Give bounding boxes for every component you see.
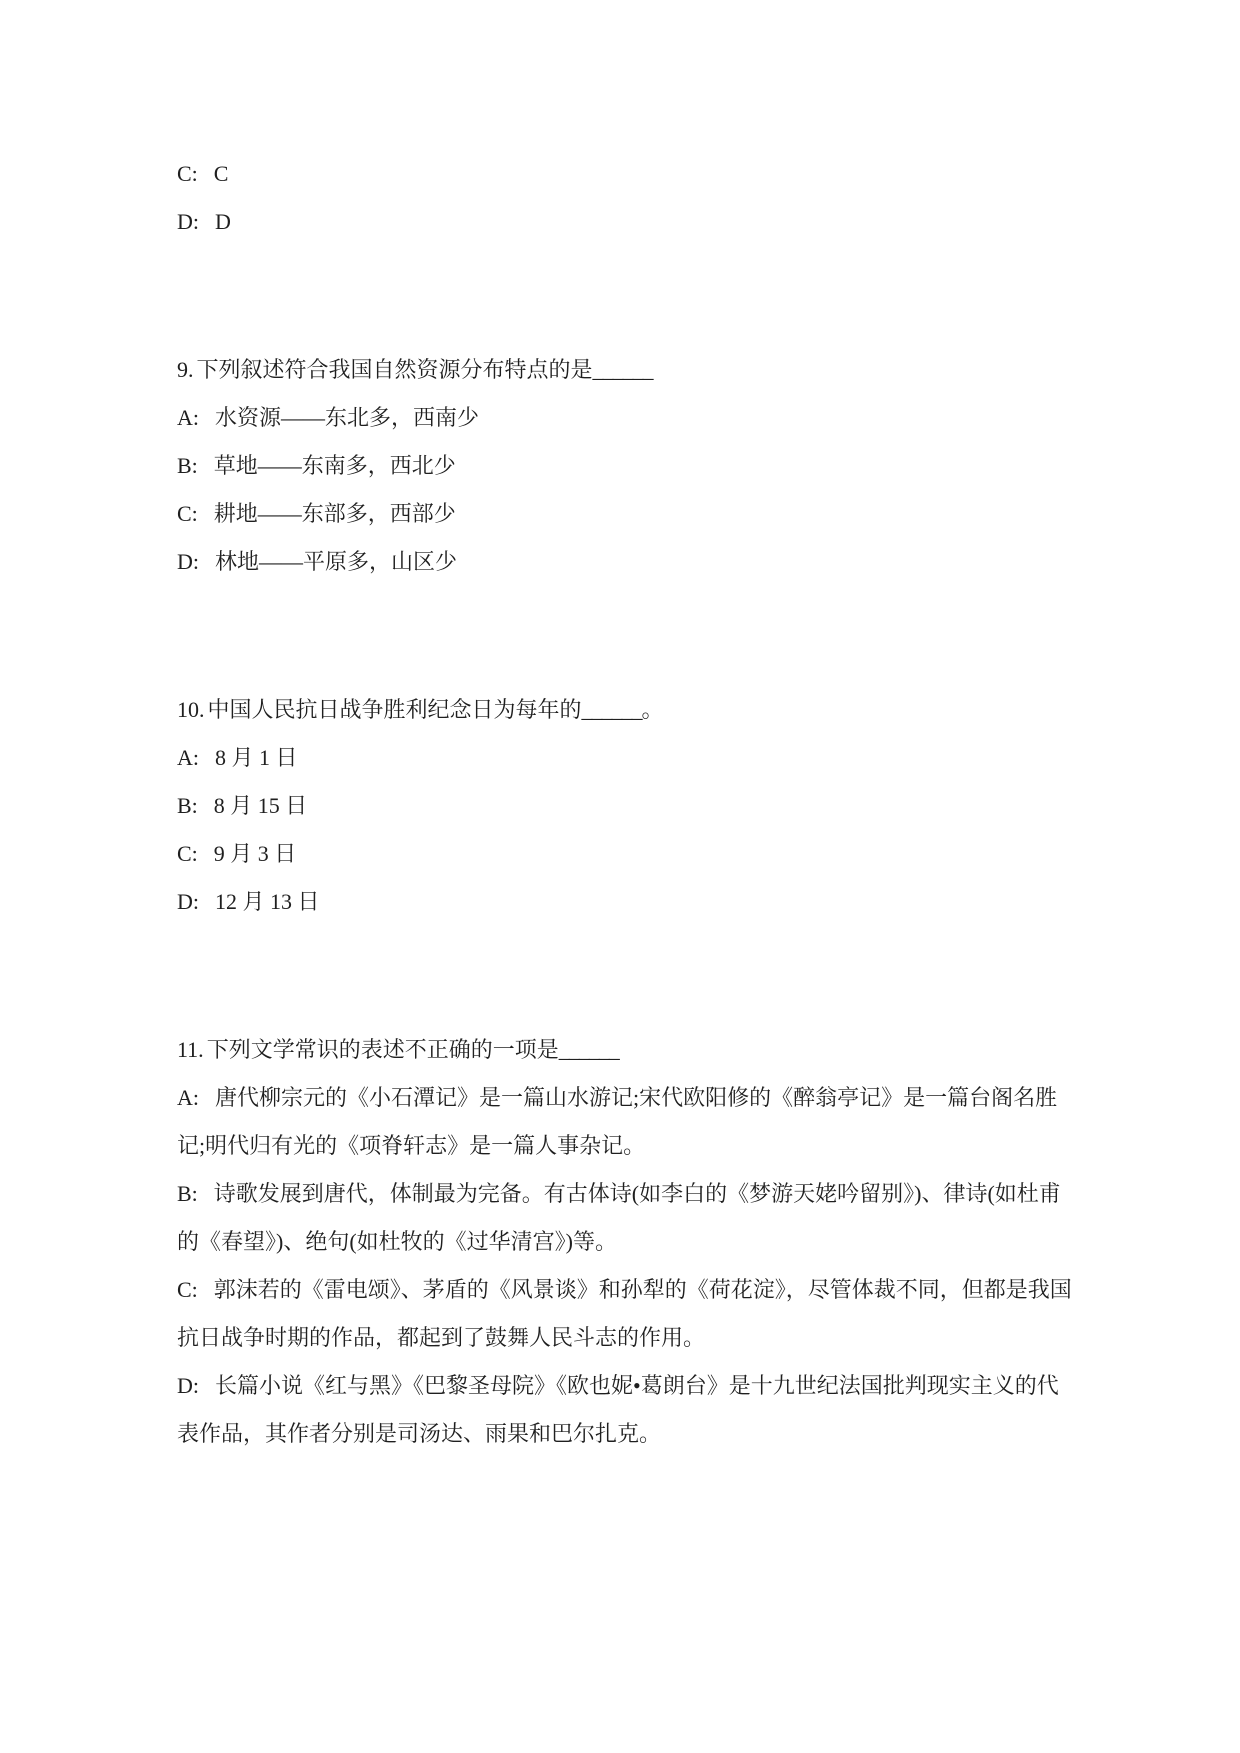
option-label: A: (177, 745, 199, 770)
question-9-option-d (177, 538, 1080, 586)
option-label: C: (177, 501, 198, 526)
answer-blank: ______ (581, 697, 642, 722)
option-text: 林地——平原多，山区少 (215, 549, 458, 574)
option-text: C (213, 161, 229, 186)
option-text: 郭沫若的《雷电颂》、茅盾的《风景谈》和孙犁的《荷花淀》，尽管体裁不同，但都是我国抗日战争时期的作品，都起到了鼓舞人民斗志的作用。 (177, 1277, 1072, 1350)
option-text: 水资源——东北多，西南少 (215, 405, 480, 430)
option-text: 唐代柳宗元的《小石潭记》是一篇山水游记;宋代欧阳修的《醉翁亭记》是一篇台阁名胜记;明代归有光的《项脊轩志》是一篇人事杂记。 (177, 1085, 1058, 1158)
answer-blank: ______ (592, 357, 653, 382)
stem-suffix: 。 (641, 697, 664, 722)
option-text: 9 月 3 日 (213, 841, 297, 866)
option-text: 草地——东南多，西北少 (213, 453, 456, 478)
option-label: B: (177, 793, 198, 818)
option-label: C: (177, 1277, 198, 1302)
question-stem-text: 下列文学常识的表述不正确的一项是 (206, 1037, 559, 1062)
option-line-d (177, 198, 1080, 246)
question-block-10 (177, 686, 1080, 926)
question-9-option-b (177, 442, 1080, 490)
option-text: 长篇小说《红与黑》《巴黎圣母院》《欧也妮•葛朗台》是十九世纪法国批判现实主义的代表作品，其作者分别是司汤达、雨果和巴尔扎克。 (177, 1373, 1059, 1446)
option-text: 12 月 13 日 (215, 889, 320, 914)
option-line-c (177, 150, 1080, 198)
answer-blank: ______ (558, 1037, 619, 1062)
question-9-option-c (177, 490, 1080, 538)
question-10-option-b (177, 782, 1080, 830)
question-number: 11. (177, 1037, 204, 1062)
question-11-stem (177, 1026, 1080, 1074)
option-text: 诗歌发展到唐代，体制最为完备。有古体诗(如李白的《梦游天姥吟留别》)、律诗(如杜甫的《春望》)、绝句(如杜牧的《过华清宫》)等。 (177, 1181, 1061, 1254)
question-11-option-a (177, 1074, 1080, 1170)
option-text: 8 月 15 日 (213, 793, 308, 818)
option-label: C: (177, 841, 198, 866)
question-stem-text: 下列叙述符合我国自然资源分布特点的是 (196, 357, 593, 382)
question-block-9 (177, 346, 1080, 586)
option-label: D: (177, 1373, 199, 1398)
option-label: D: (177, 549, 199, 574)
question-9-option-a (177, 394, 1080, 442)
question-10-option-c (177, 830, 1080, 878)
option-label: A: (177, 1085, 199, 1110)
option-label: D: (177, 889, 199, 914)
question-block-previous-options (177, 150, 1080, 246)
option-label: B: (177, 453, 198, 478)
question-11-option-d (177, 1362, 1080, 1458)
question-9-stem (177, 346, 1080, 394)
question-10-option-d (177, 878, 1080, 926)
question-number: 9. (177, 357, 194, 382)
question-11-option-c (177, 1266, 1080, 1362)
option-text: 耕地——东部多，西部少 (213, 501, 456, 526)
question-stem-text: 中国人民抗日战争胜利纪念日为每年的 (207, 697, 582, 722)
question-10-option-a (177, 734, 1080, 782)
question-11-option-b (177, 1170, 1080, 1266)
option-text: D (215, 209, 231, 234)
option-label: C: (177, 161, 198, 186)
option-label: D: (177, 209, 199, 234)
option-text: 8 月 1 日 (215, 745, 298, 770)
question-10-stem (177, 686, 1080, 734)
option-label: B: (177, 1181, 198, 1206)
option-label: A: (177, 405, 199, 430)
question-number: 10. (177, 697, 205, 722)
question-block-11 (177, 1026, 1080, 1458)
